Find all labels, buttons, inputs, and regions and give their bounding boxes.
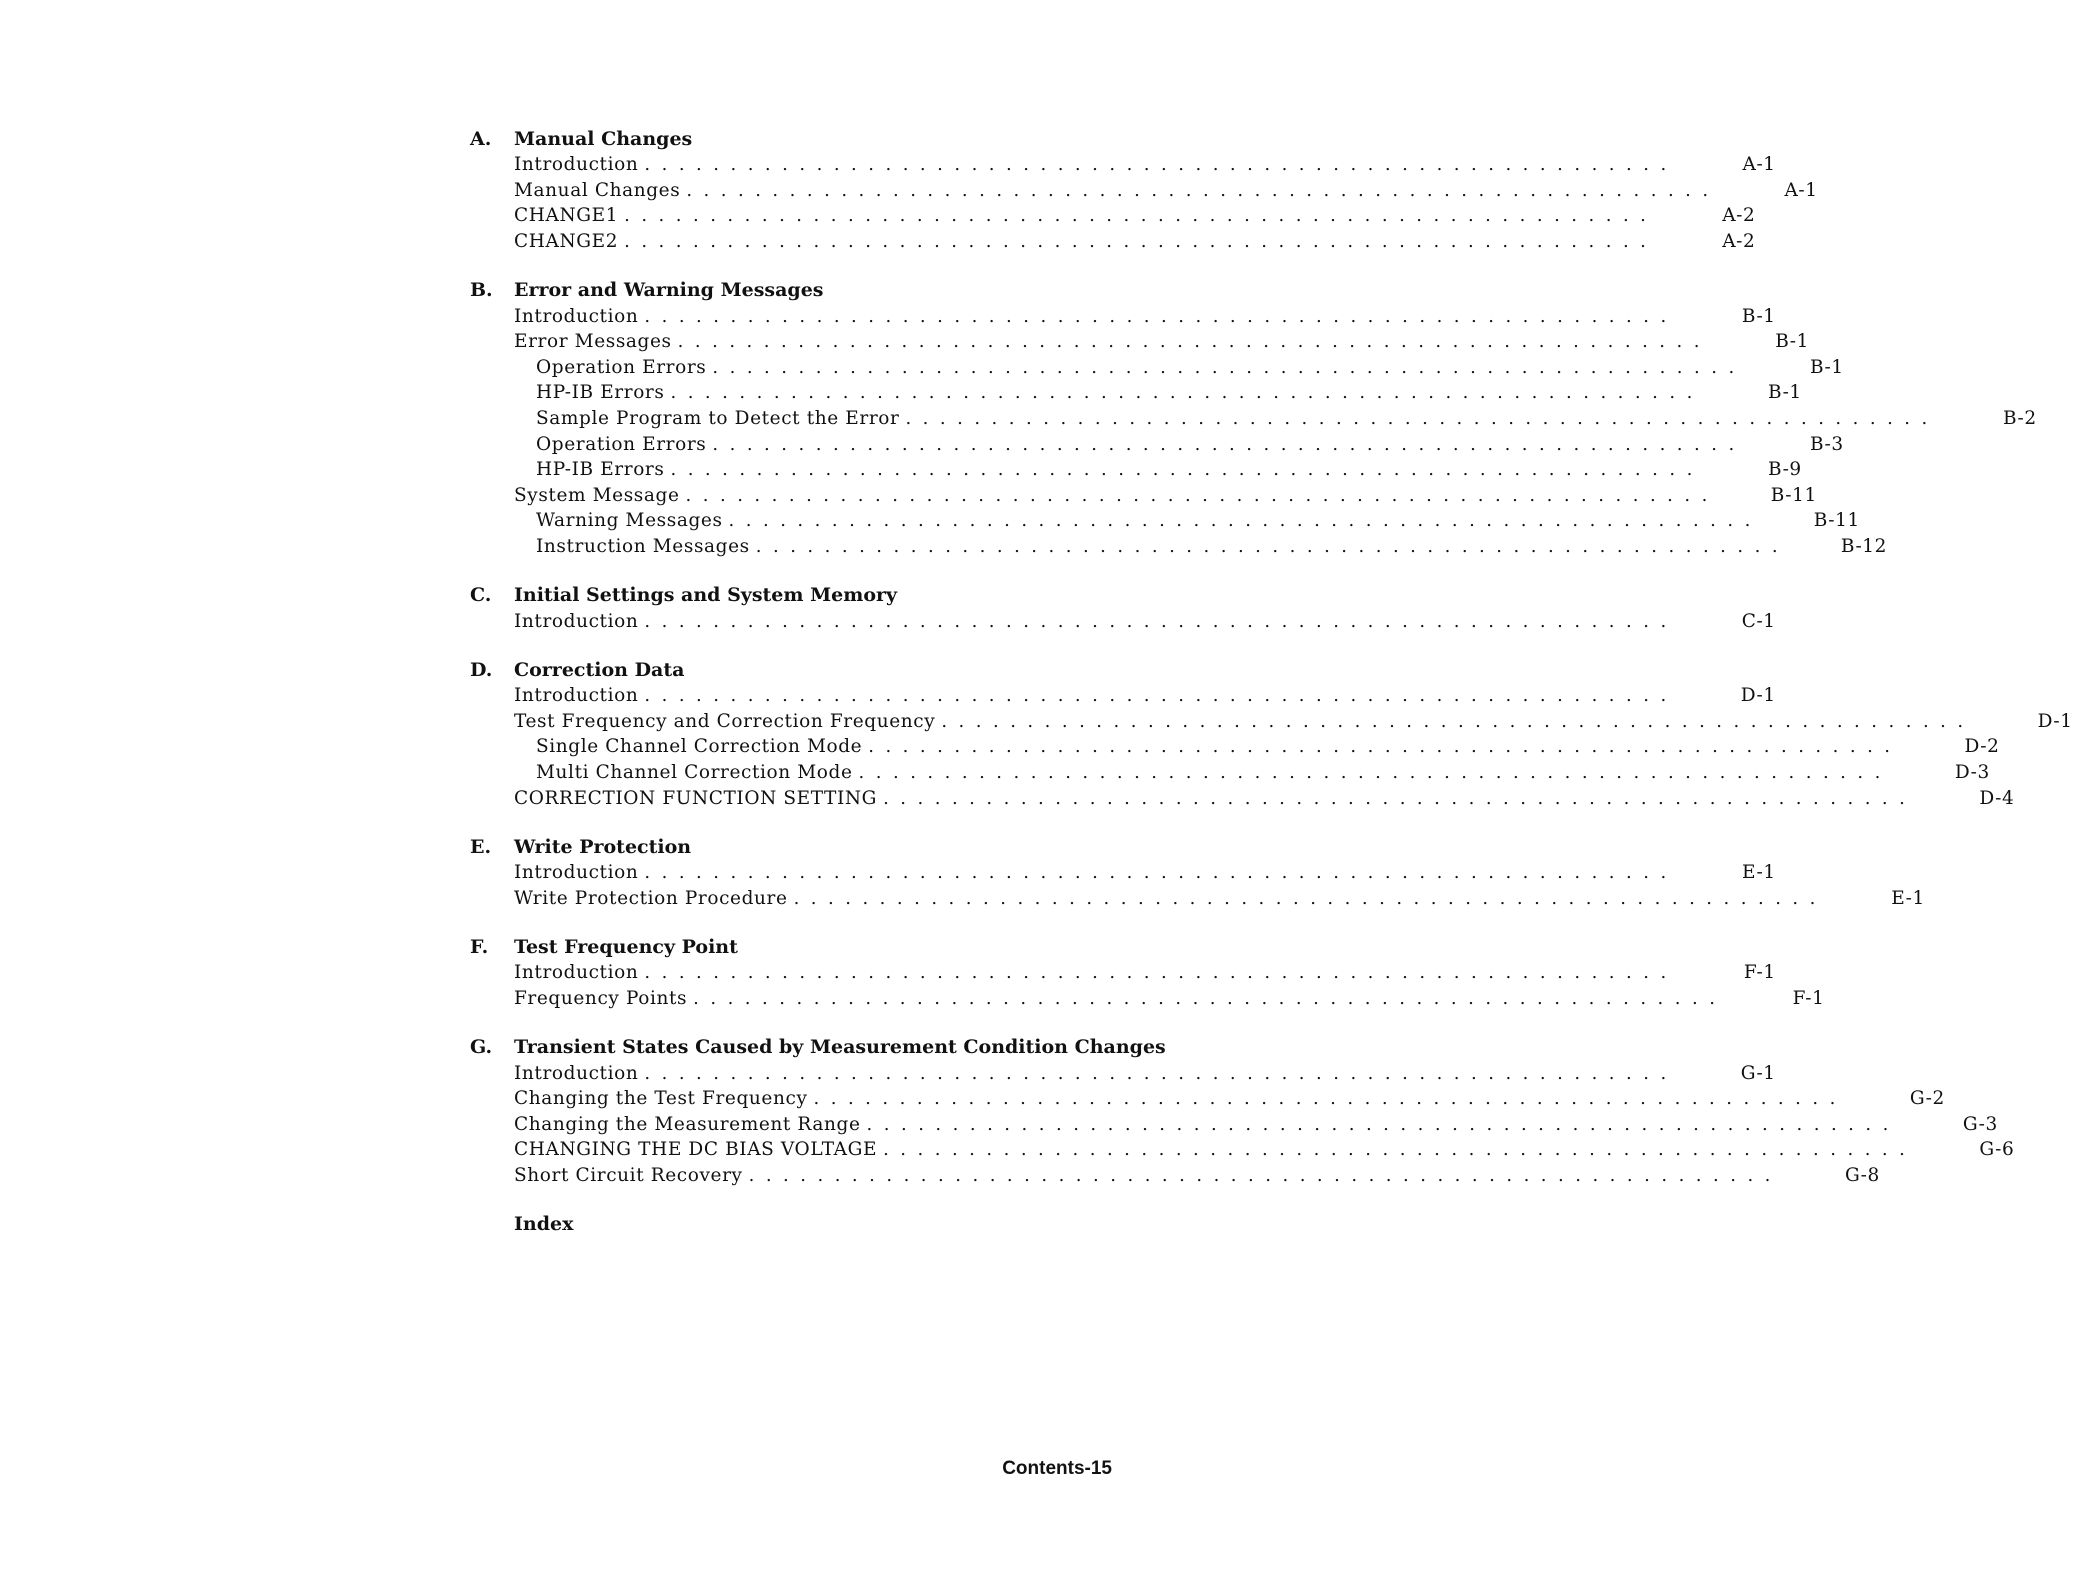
section-title: Write Protection [514, 835, 692, 858]
section-letter: D. [470, 658, 493, 681]
section-heading[interactable] [470, 277, 1114, 303]
toc-entry[interactable] [470, 709, 2073, 735]
entry-page-number: G-6 [1979, 1139, 2015, 1161]
toc-entry[interactable] [470, 152, 1776, 178]
entry-page-number: D-1 [2037, 710, 2073, 732]
section-letter: C. [470, 584, 492, 607]
entry-page-number: B-1 [1775, 331, 1809, 353]
entry-title: Introduction [514, 154, 639, 176]
dot-leader: ............................................................ [866, 1113, 1900, 1135]
toc-entry[interactable] [470, 431, 1844, 457]
entry-title: Warning Messages [536, 510, 723, 532]
section-title: Error and Warning Messages [514, 279, 824, 302]
entry-title: CHANGE2 [514, 231, 619, 253]
toc-entry[interactable] [470, 1163, 1880, 1189]
page-footer: Contents-15 [1002, 1458, 1112, 1479]
entry-title: Multi Channel Correction Mode [536, 761, 853, 783]
toc-entry[interactable] [470, 1111, 1998, 1137]
section-heading[interactable] [470, 126, 1114, 152]
toc-entry[interactable] [470, 986, 1825, 1012]
toc-entry[interactable] [470, 1086, 1945, 1112]
toc-entry[interactable] [470, 1137, 2015, 1163]
toc-entry[interactable] [470, 229, 1756, 255]
toc-section [470, 126, 1818, 254]
toc-entry[interactable] [470, 406, 2037, 432]
dot-leader: ............................................................ [624, 231, 1658, 253]
entry-title: Changing the Measurement Range [514, 1113, 861, 1135]
toc-entry[interactable] [470, 329, 1809, 355]
entry-title: Introduction [514, 610, 639, 632]
entry-title: CHANGING THE DC BIAS VOLTAGE [514, 1139, 878, 1161]
dot-leader: ............................................................ [858, 761, 1892, 783]
dot-leader: ............................................................ [905, 408, 1939, 430]
entry-page-number: A-1 [1742, 154, 1776, 176]
entry-page-number: B-1 [1809, 356, 1844, 378]
toc-entry[interactable] [470, 380, 1802, 406]
toc-section [470, 1034, 2015, 1188]
entry-title: Single Channel Correction Mode [536, 736, 863, 758]
entry-page-number: B-1 [1768, 382, 1802, 404]
entry-title: Short Circuit Recovery [514, 1164, 743, 1186]
section-heading[interactable] [470, 934, 1114, 960]
entry-page-number: G-1 [1740, 1062, 1776, 1084]
dot-leader: ............................................................ [685, 484, 1719, 506]
toc-section [470, 934, 1825, 1011]
entry-page-number: F-1 [1743, 962, 1776, 984]
index-link[interactable]: Index [514, 1213, 574, 1236]
dot-leader: ............................................................ [686, 179, 1720, 201]
entry-title: Introduction [514, 862, 639, 884]
entry-page-number: B-11 [1813, 510, 1860, 532]
section-title: Initial Settings and System Memory [514, 584, 898, 607]
toc-entry[interactable] [470, 960, 1776, 986]
section-letter: E. [470, 835, 492, 858]
dot-leader: ............................................................ [644, 610, 1678, 632]
dot-leader: ............................................................ [644, 1062, 1678, 1084]
toc-section [470, 657, 2073, 811]
toc-section [470, 834, 1925, 911]
dot-leader: ............................................................ [883, 787, 1917, 809]
section-heading[interactable] [470, 1034, 1166, 1060]
toc-entry[interactable] [470, 608, 1776, 634]
dot-leader: ............................................................ [624, 205, 1658, 227]
entry-title: CORRECTION FUNCTION SETTING [514, 787, 878, 809]
toc-entry[interactable] [470, 534, 1888, 560]
dot-leader: ............................................................ [712, 356, 1746, 378]
entry-title: System Message [514, 484, 680, 506]
dot-leader: ............................................................ [693, 987, 1727, 1009]
entry-page-number: A-2 [1722, 205, 1756, 227]
entry-title: Frequency Points [514, 987, 688, 1009]
dot-leader: ............................................................ [644, 962, 1678, 984]
entry-title: Write Protection Procedure [514, 887, 788, 909]
entry-title: CHANGE1 [514, 205, 619, 227]
entry-page-number: A-1 [1784, 179, 1818, 201]
section-title: Transient States Caused by Measurement Condition Changes [514, 1036, 1166, 1059]
entry-title: Operation Errors [536, 356, 707, 378]
entry-page-number: D-4 [1979, 787, 2015, 809]
section-heading[interactable] [470, 582, 1114, 608]
toc-entry[interactable] [470, 483, 1817, 509]
entry-page-number: B-1 [1741, 305, 1776, 327]
entry-title: HP-IB Errors [536, 459, 665, 481]
toc-entry[interactable] [470, 355, 1844, 381]
section-letter: G. [470, 1036, 493, 1059]
section-letter: F. [470, 936, 489, 959]
dot-leader: ............................................................ [677, 331, 1711, 353]
entry-title: Introduction [514, 962, 639, 984]
entry-title: Test Frequency and Correction Frequency [514, 710, 936, 732]
entry-page-number: B-9 [1768, 459, 1802, 481]
entry-title: HP-IB Errors [536, 382, 665, 404]
entry-page-number: F-1 [1792, 987, 1825, 1009]
toc-entry[interactable] [470, 508, 1860, 534]
toc-entry[interactable] [470, 457, 1802, 483]
table-of-contents [470, 126, 2073, 1237]
entry-page-number: G-3 [1962, 1113, 1998, 1135]
section-letter: B. [470, 279, 493, 302]
dot-leader: ............................................................ [813, 1088, 1847, 1110]
dot-leader: ............................................................ [712, 433, 1746, 455]
toc-entry[interactable] [470, 860, 1776, 886]
entry-title: Sample Program to Detect the Error [536, 408, 900, 430]
dot-leader: ............................................................ [644, 154, 1678, 176]
dot-leader: ............................................................ [670, 382, 1704, 404]
entry-page-number: C-1 [1741, 610, 1776, 632]
entry-title: Changing the Test Frequency [514, 1088, 808, 1110]
toc-sections [470, 126, 2073, 1188]
entry-title: Introduction [514, 1062, 639, 1084]
dot-leader: ............................................................ [941, 710, 1975, 732]
entry-title: Error Messages [514, 331, 672, 353]
dot-leader: ............................................................ [728, 510, 1762, 532]
toc-entry[interactable] [470, 178, 1818, 204]
entry-page-number: A-2 [1722, 231, 1756, 253]
toc-section [470, 582, 1776, 634]
entry-page-number: B-12 [1840, 536, 1888, 558]
entry-title: Instruction Messages [536, 536, 750, 558]
dot-leader: ............................................................ [670, 459, 1704, 481]
entry-page-number: B-3 [1809, 433, 1844, 455]
toc-entry[interactable] [470, 885, 1925, 911]
toc-entry[interactable] [470, 760, 1990, 786]
entry-page-number: G-8 [1844, 1164, 1880, 1186]
toc-entry[interactable] [470, 203, 1756, 229]
entry-title: Operation Errors [536, 433, 707, 455]
section-title: Correction Data [514, 658, 685, 681]
entry-page-number: E-1 [1742, 862, 1776, 884]
entry-page-number: D-1 [1740, 685, 1776, 707]
dot-leader: ............................................................ [755, 536, 1790, 558]
toc-entry[interactable] [470, 1060, 1776, 1086]
entry-page-number: D-3 [1954, 761, 1990, 783]
entry-title: Introduction [514, 305, 639, 327]
toc-entry[interactable] [470, 683, 1776, 709]
section-heading[interactable] [470, 657, 1114, 683]
entry-page-number: D-2 [1964, 736, 2000, 758]
toc-entry[interactable] [470, 303, 1776, 329]
entry-title: Introduction [514, 685, 639, 707]
section-title: Test Frequency Point [514, 936, 738, 959]
entry-page-number: B-2 [2003, 408, 2037, 430]
section-heading[interactable] [470, 834, 1114, 860]
section-title: Manual Changes [514, 128, 693, 150]
entry-page-number: B-11 [1770, 484, 1817, 506]
toc-entry[interactable] [470, 734, 2000, 760]
entry-title: Manual Changes [514, 179, 681, 201]
toc-section [470, 277, 2037, 559]
dot-leader: ............................................................ [883, 1139, 1917, 1161]
dot-leader: ............................................................ [644, 862, 1678, 884]
entry-page-number: E-1 [1891, 887, 1925, 909]
entry-page-number: G-2 [1909, 1088, 1945, 1110]
dot-leader: ............................................................ [644, 685, 1678, 707]
section-letter: A. [470, 128, 492, 150]
dot-leader: ............................................................ [748, 1164, 1782, 1186]
dot-leader: ............................................................ [793, 887, 1827, 909]
dot-leader: ............................................................ [644, 305, 1678, 327]
toc-entry[interactable] [470, 785, 2015, 811]
dot-leader: ............................................................ [868, 736, 1902, 758]
